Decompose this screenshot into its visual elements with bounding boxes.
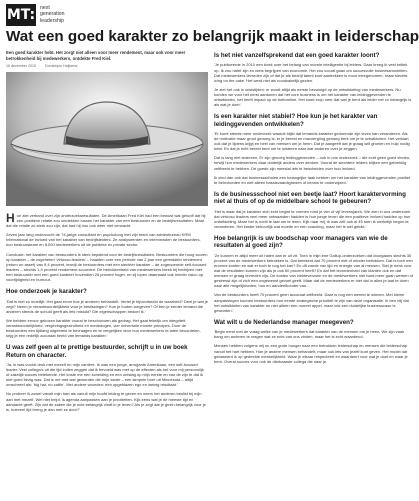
hero-photo	[6, 72, 208, 206]
article-intro: Een goed karakter hebt. Het zorgt niet alleen voor meer rendement, maar ook voor meer betrokkenheid bij medewerkers, ontdekte Fred Kiel.	[6, 50, 186, 61]
article-paragraph: Nu probeer ik zowel vanuit mijn hart als vanuit mijn hoofd leiding te geven en neem het anderen beslist bij mijn aan met mezelf. Wel niet helpt, is agenda aanpassen aan je prioriteiten. Kijk eens wat je de meeste tijd en aandacht geeft. Zijn dat de zaken die je echt belangrijk vindt in je leven? Als je zegt dat je gezin belangrijk voor je is, hoeveel tijd breng je dan met ze door?'	[6, 391, 206, 412]
section-heading: Is het niet vanzelfsprekend dat een goed karakter loont?	[214, 52, 380, 59]
article-title: Wat een goed karakter zo belangrijk maakt in leiderschap	[6, 28, 419, 45]
article-column-right	[214, 52, 413, 368]
site-header	[6, 4, 413, 28]
brand-tagline-line: generation	[40, 11, 65, 18]
drop-cap: H	[6, 211, 15, 225]
article-paragraph: Zeven jaar lang onderzocht de 74-jarige consultant en psycholoog met zijn team van adviesbureau KRW International de invloed van het karakter van bedrijfsleiders. Ze analyseerden en interviewden de bestuurders, hun bestuursteam en 8.000 medewerkers uit de publieke en private sector.	[6, 232, 201, 248]
article-column-left	[6, 213, 208, 416]
author-name[interactable]: Dominique Haijtema	[44, 64, 78, 68]
article-paragraph: 'Dat is niet zo moeilijk. Het gaat erom hoe je anderen behandelt. Vertel je bijvoorbeeld de waarheid? Deel je wat je zegt? Neem je verantwoordelijkheid voor je beslissingen? Kun je fouten toegeven? Of ben je eerder iemand die anderen steeds de schuld geeft als iets mislukt? Die eigenschappen bedoel ik.'	[6, 298, 208, 314]
brand-tagline	[40, 5, 65, 24]
article-paragraph: Je ziet het ook in crisistijden: er wordt altijd als eerste bezuinigd op de ontwikkeling van medewerkers. Nu konden we voor het eerst aantonen dat het core business is om het karakter van leidinggevenden te ontwikkelen, het heeft impact op de bottomline. Het komt erop neer dat wat je bent als leider net zo belangrijk is als wat je doet.'	[214, 86, 412, 108]
hero-photo-illustration	[6, 72, 208, 206]
article-paragraph: Ik vind dan ook dat businessscholen een belangrijke taak hebben om het karakter van leidinggevenden positief te beïnvloeden en niet alleen bassisvaardigheden of kennis te onderwijzen.'	[214, 174, 411, 185]
article-paragraph: 'Ze kunnen er altijd meer uit halen dan er uit zit. Toen in mijn ene Gallup-onderzoeken dat doorgaans slechts 30 procent van de medewerkers betrokken is. Dat betekent dat 70 procent niet of minder betrokken. Dat is toch een enorme kosten en wat er toch te nog het kan? En dit zonde van tijd en energie van al mensen. Stel je eens voor wat de resultaten kunnen zijn als je ook 60 procent heeft? En dat het tevredenheid van klanten ook en dat mensen er graag tevreden zijn. De kosten van ziekteverzuim en de medewerkers niet hard meer gaan werken of gestresst zijn of zich een ongewenst gevoel geeft. Maar dat de medewerkers er niet dat in alles je laat te doen naar alle mogelijkheden; hun en aandeelhouder van...	[214, 252, 413, 289]
section-heading: Hoe belangrijk is uw boodschap voor managers van wie de resultaten al goed zijn?	[214, 235, 388, 250]
section-heading: Is een karakter niet stabiel? Hoe kun je het karakter van leidinggevenden ontwikkelen?	[214, 113, 378, 128]
article-paragraph: 'Er komt steeds meer onderzoek waaruit blijkt dat iemands karakter gedurende zijn leven kan veranderen. Als de motivatie maar groot genoeg is, er je bereid en mavoergiing genoeg bent om je te ontwikkelen. Het verklart ook dat je tijdens krijgt en heel van mensen om je heen. Dat je aangeeft dat je graag wilt groeien en hulp nodig hebt. En dat je echt bereid bent om te luisteren naar wat anderen over je zeggen.	[214, 130, 410, 152]
article-paragraph: Van de bestuurders heeft 70 procent geen accuraat zelfbeeld. Daar is nog een wereld te winnen. Met kleine aanpassingen kunnen bestuurders hun eerste strategische prioriteit te zijn van deze organisatie. Ik ben blij dat het ontwikkelen van karakter nu niet alleen een moreel appel, maar ook een duidelijke businesscase is geworden.'	[214, 292, 409, 313]
article-paragraph: Dat is lang niet iedereen. Er zijn genoeg leidinggevenden – ook in ons onderzoek – die echt geen goed vinden, terwijl hun medewerkers daar duidelijk anders over denken. Vooral de slechtere leiders blijken een gebrekkig zelfbeeld te hebben. De goede zijn meestal iets te bescheiden over hun invloed.	[214, 155, 411, 171]
article-paragraph	[6, 213, 208, 228]
section-heading: Is de businessschool niet een beetje laat? Hoort karaktervorming niet al thuis of op de middelbare school te gebeuren?	[214, 190, 406, 206]
section-heading: Hoe onderzoek je karakter?	[6, 288, 87, 296]
paragraph-text: oe ziet verband over zijn onderzoeksresultaten. De Amerikaan Fred Kiel had een bewust wat gelooft dat hij een positieve relatie zou ontdekken tussen het karakter van een bestuurder en de bedrijfsresultaten. Maar dat die relatie zó sterk zou zijn, dat had hij nou ook weer niet verwacht.	[6, 213, 206, 229]
brand-tagline-line: next	[40, 5, 50, 11]
publish-date: 16 december 2015	[6, 64, 36, 68]
article-paragraph: We hebben ervoor gekozen karakter vooral te beschouwen als gedrag. Het gaat feitelijk om integriteit, verantwoordelijkheid, vergevingsgezindheid en mededogen, vier universele morele principes. Door de bestuurders een tijdlang uitgebreid te bevraagen en te vergelijken door hun medewerkers te laten beoordelen, krijg je een redelijk accuraat beeld van iemands karakter.'	[6, 317, 201, 339]
brand-logo[interactable]: MT:	[6, 4, 36, 26]
article-paragraph: Mensen hebben volgens mij nu een grote honger naar een betrokken leiderschap en mensen die leiderschap vanuit het hart hebben. Hoe je andere mensen behandelt, maar ook iets van jezelf kunt geven. Het model dat gebaseerd is op gedeelde menselijkheid. Waar je elkaar respecteert en waardeert voor wat je doet en waar je bent. Overal succes voor ook de dierbaarste collega die naar je.	[214, 343, 408, 364]
article-paragraph: 'Begin eerst met de vraag welke van je medewerkers dat karakter van de mensen om je heen. We zijn vaak bang om anderen te vragen wat ze echt van ons vinden, maar het is echt waardevol.	[214, 329, 405, 340]
brand-tagline-line: leadership	[40, 17, 64, 24]
article-paragraph: 'Je publiceerde in 2010 een boek over het belang van morele intelligentie bij leiders. Daar kreeg ik veel kritiek op. Ik zou naïef zijn en niets begrijpen van economie. Het zou vooral gaan om succesvolle businessmodellen. Dat medewerkers tevreden zijn of dat je als bedrijf talent kunt aantrekken is mooi meegenomen, maar slechts icing on the cake. Het werd niet als noodzakelijk gezien.	[214, 62, 408, 83]
article-paragraph: 'Ja, ik was vooral druk met mezelf en mijn carrière. Ik was een jonge, arrogante Amerikaan, een self-focused leader. Veel collega's uit die tijd zullen zeggen dat ik bevoeld was met op de effecten als het voor mij persoonlijk of zakelijk succes betekende. Het koste me een scheiding en een ontslag op mijn eerste en van de zijn te dat ik niet goed bezig was. Dat is me met wat geworden die mijn vader – een simpele boer uit Minnesota – altijd omschreef als: 'big hat, no cattle'. Met andere woorden: een opgeblazen ego en weinig resultaat.'	[6, 362, 204, 388]
article-paragraph: Conclusie: het karakter van bestuurders is sterk bepalend voor de bedrijfsresultaten. Bestuurders die hoog scoren op karakter – de zogeheten 'virtuoso-leaders' – haalden over een periode van 2 jaar een gemiddeld rendement (return on asset) van 9,4 procent, terwijl de bestuurders met een slechter karakter – de zogenoemde self-focused leaders – slechts 1,9 procent rendement scoorden. De betrokkenheid van medewerkers bleek bij bedrijven met een bestuurder met een goed karakter bovendien 26 procent hoger, en zij lopen daarnaast ook minder risico op voortijdigheid en burnout.	[6, 251, 208, 283]
section-heading: Wat wilt u de Nederlandse manager meegeven?	[214, 318, 354, 326]
section-heading: U was zelf geen al te prettige bestuurder, schrijft u in uw boek Return on character.	[6, 344, 188, 359]
article-paragraph: 'Het is waar dat je karakter zich echt begint te vormen rond je vier of vijf levensjaren. We zien in ons onderzoek dat virtuoso leaders veel meer ontwaarden hadden in hun jonge leven die een positieve invloed hadden op hun ontwikkeling. Maar het is nooit te laat om te leren. Kijk naar mij, ik was zelf ook al 45 toen ik werkelijk begon te veranderen. Het kostte behoorlijk wat moeite en een coaching, maar het is wel gelukt.'	[214, 208, 411, 229]
article-meta	[6, 64, 208, 68]
